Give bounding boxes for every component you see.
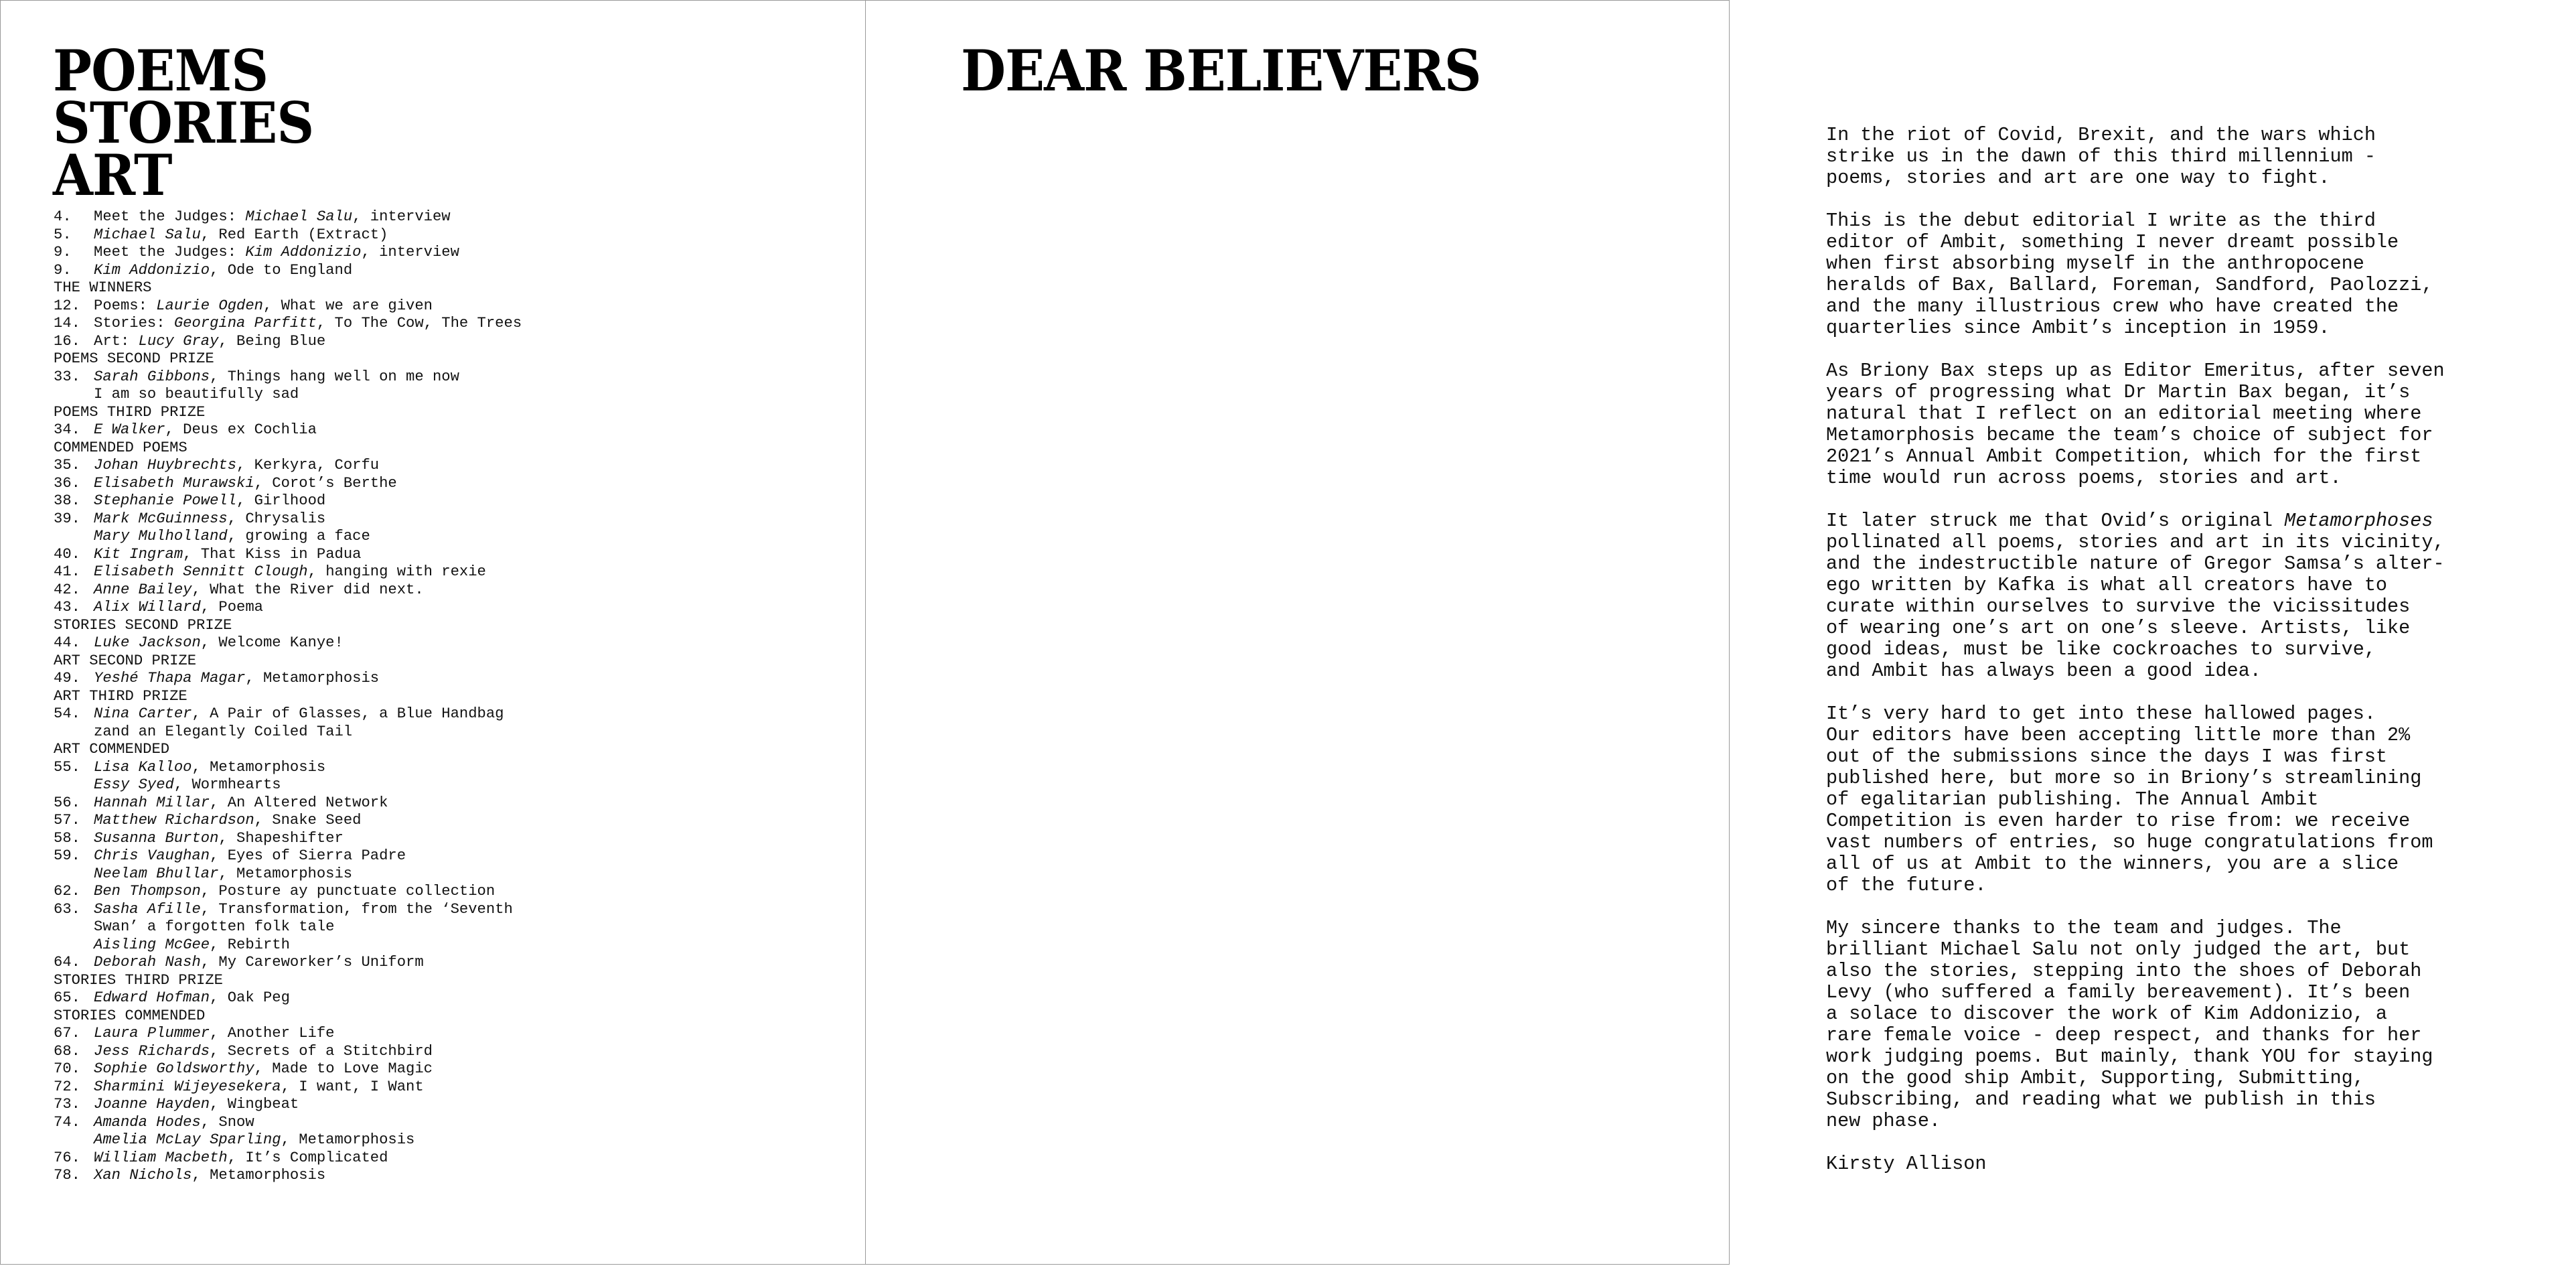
page-number: 56. xyxy=(54,794,80,811)
toc-entry xyxy=(54,989,844,1007)
page-number: 72. xyxy=(54,1078,80,1095)
toc-entry xyxy=(54,1149,844,1168)
toc-section-heading: STORIES COMMENDED xyxy=(54,1007,206,1024)
toc-section-heading: STORIES THIRD PRIZE xyxy=(54,971,223,989)
contents-page xyxy=(0,0,866,1265)
work-title: , Transformation, from the ‘Seventh xyxy=(200,900,513,918)
contributor-name: Xan Nichols xyxy=(94,1167,192,1184)
contributor-name: Johan Huybrechts xyxy=(94,457,237,474)
toc-section-heading: ART THIRD PRIZE xyxy=(54,687,187,705)
toc-entry xyxy=(54,759,844,777)
page-number: 49. xyxy=(54,670,80,687)
contributor-name: Sharmini Wijeyesekera xyxy=(94,1078,281,1095)
entry-prefix: Art: xyxy=(94,332,139,350)
contributor-name: Elisabeth Sennitt Clough xyxy=(94,563,308,580)
contributor-name: Alix Willard xyxy=(94,599,201,616)
contributor-name: Chris Vaughan xyxy=(94,847,210,864)
entry-prefix: I am so beautifully sad xyxy=(94,386,299,403)
toc-section-heading: THE WINNERS xyxy=(54,279,152,296)
toc-entry xyxy=(54,457,844,475)
work-title: , Snow xyxy=(200,1113,254,1131)
contributor-name: Hannah Millar xyxy=(94,794,210,811)
work-title: , Red Earth (Extract) xyxy=(200,226,388,243)
contributor-name: Susanna Burton xyxy=(94,829,219,847)
toc-section-heading: POEMS THIRD PRIZE xyxy=(54,403,206,421)
toc-entry xyxy=(54,1060,844,1078)
page-number: 5. xyxy=(54,226,72,243)
toc-entry xyxy=(54,901,844,919)
contributor-name: Mark McGuinness xyxy=(94,510,228,527)
page-number: 78. xyxy=(54,1167,80,1184)
page-number: 9. xyxy=(54,261,72,279)
work-title: , Things hang well on me now xyxy=(210,368,459,385)
page-number: 70. xyxy=(54,1060,80,1077)
contributor-name: Michael Salu xyxy=(94,226,201,243)
toc-entry xyxy=(54,599,844,617)
toc-entry xyxy=(54,1114,844,1132)
page-number: 41. xyxy=(54,563,80,580)
contributor-name: Laura Plummer xyxy=(94,1025,210,1042)
toc-entry-continuation xyxy=(54,918,844,936)
contributor-name: Sophie Goldsworthy xyxy=(94,1060,254,1077)
toc-section-heading: POEMS SECOND PRIZE xyxy=(54,350,214,367)
work-title: , Oak Peg xyxy=(210,989,290,1006)
toc-entry xyxy=(54,475,844,493)
toc-section-heading: COMMENDED POEMS xyxy=(54,439,187,456)
work-title: , Rebirth xyxy=(210,936,290,953)
toc-entry xyxy=(54,1167,844,1185)
work-title: , Being Blue xyxy=(218,332,326,350)
editorial-page xyxy=(865,0,2445,1265)
page-number: 62. xyxy=(54,883,80,900)
work-title: , What the River did next. xyxy=(192,581,424,598)
contributor-name: Amelia McLay Sparling xyxy=(94,1131,281,1148)
contributor-name: E Walker xyxy=(94,421,165,438)
contributor-name: Kit Ingram xyxy=(94,545,183,563)
contributor-name: Matthew Richardson xyxy=(94,812,254,829)
contributor-name: Joanne Hayden xyxy=(94,1096,210,1113)
toc-entry xyxy=(54,634,844,652)
page-number: 65. xyxy=(54,989,80,1006)
contributor-name: Ben Thompson xyxy=(94,883,201,900)
toc-entry xyxy=(54,333,844,351)
page-number: 76. xyxy=(54,1149,80,1166)
page-number: 9. xyxy=(54,244,72,261)
toc-section-heading: STORIES SECOND PRIZE xyxy=(54,616,232,634)
page-number: 39. xyxy=(54,510,80,527)
contributor-name: Luke Jackson xyxy=(94,634,201,651)
page-number: 36. xyxy=(54,474,80,492)
work-title: , Girlhood xyxy=(236,492,326,509)
toc-entry-continuation xyxy=(54,528,844,546)
page-number: 4. xyxy=(54,208,72,225)
title-line-art: ART xyxy=(53,142,172,208)
page-number: 73. xyxy=(54,1096,80,1113)
contributor-name: Amanda Hodes xyxy=(94,1113,201,1131)
editorial-paragraph: My sincere thanks to the team and judges. The brilliant Michael Salu not only judged the art, but also the stories, stepping into the shoes of Deborah Levy (who suffered a family bereavement). It’s been a solace to discover the work of Kim Addonizio, a rare female voice - deep respect, and thanks for her work judging poems. But mainly, thank YOU for staying on the good ship Ambit, Supporting, Submitting, Subscribing, and reading what we publish in this new phase. xyxy=(1826,917,2433,1132)
work-title: , Kerkyra, Corfu xyxy=(236,457,380,474)
toc-entry xyxy=(54,670,844,688)
table-of-contents xyxy=(54,208,844,1185)
contributor-name: Georgina Parfitt xyxy=(173,315,317,332)
work-title: , Metamorphosis xyxy=(281,1131,415,1148)
work-title: , To The Cow, The Trees xyxy=(316,315,522,332)
contributor-name: Kim Addonizio xyxy=(245,244,362,261)
entry-prefix: Meet the Judges: xyxy=(94,208,246,225)
work-title: , Made to Love Magic xyxy=(254,1060,433,1077)
editorial-paragraph: As Briony Bax steps up as Editor Emeritus, after seven years of progressing what Dr Martin Bax began, it’s natural that I reflect on an editorial meeting where Metamorphosis became the team’s choice of subject for 2021’s Annual Ambit Competition, which for the first time would run across poems, stories and art. xyxy=(1826,360,2445,489)
contents-title xyxy=(53,38,336,208)
page-number: 44. xyxy=(54,634,80,651)
editor-signature: Kirsty Allison xyxy=(1826,1153,1987,1175)
work-title: , Ode to England xyxy=(210,261,353,279)
toc-entry xyxy=(54,883,844,901)
work-title: , Metamorphosis xyxy=(245,670,380,687)
toc-entry xyxy=(54,510,844,529)
toc-entry xyxy=(54,812,844,830)
page-number: 58. xyxy=(54,829,80,847)
page-number: 74. xyxy=(54,1113,80,1131)
toc-entry xyxy=(54,297,844,315)
toc-entry xyxy=(54,421,844,439)
page-number: 63. xyxy=(54,900,80,918)
contributor-name: Neelam Bhullar xyxy=(94,865,219,882)
work-title: , Metamorphosis xyxy=(192,1167,326,1184)
toc-entry xyxy=(54,1096,844,1114)
toc-section-heading: ART SECOND PRIZE xyxy=(54,652,197,669)
contributor-name: Elisabeth Murawski xyxy=(94,474,254,492)
page-number: 40. xyxy=(54,545,80,563)
work-title: , Metamorphosis xyxy=(192,758,326,776)
page-number: 59. xyxy=(54,847,80,864)
work-title: , I want, I Want xyxy=(281,1078,424,1095)
work-title: , Deus ex Cochlia xyxy=(165,421,317,438)
work-title: , hanging with rexie xyxy=(307,563,486,580)
toc-entry xyxy=(54,954,844,972)
work-title: , Corot’s Berthe xyxy=(254,474,397,492)
page-number: 43. xyxy=(54,599,80,616)
work-title: , Secrets of a Stitchbird xyxy=(210,1042,433,1060)
toc-entry xyxy=(54,563,844,581)
entry-prefix: zand an Elegantly Coiled Tail xyxy=(94,723,353,740)
page-number: 38. xyxy=(54,492,80,509)
page-number: 55. xyxy=(54,758,80,776)
toc-entry xyxy=(54,368,844,386)
contributor-name: Lisa Kalloo xyxy=(94,758,192,776)
contributor-name: Stephanie Powell xyxy=(94,492,237,509)
contributor-name: Edward Hofman xyxy=(94,989,210,1006)
work-title: , Wormhearts xyxy=(173,776,281,793)
contributor-name: Jess Richards xyxy=(94,1042,210,1060)
toc-entry xyxy=(54,581,844,600)
book-title: Metamorphoses xyxy=(2284,510,2433,532)
page-number: 14. xyxy=(54,315,80,332)
page-number: 34. xyxy=(54,421,80,438)
page-number: 33. xyxy=(54,368,80,385)
contributor-name: Michael Salu xyxy=(245,208,353,225)
contributor-name: Mary Mulholland xyxy=(94,528,228,545)
toc-entry-continuation xyxy=(54,936,844,955)
toc-entry xyxy=(54,705,844,723)
work-title: , Chrysalis xyxy=(227,510,326,527)
page-number: 57. xyxy=(54,812,80,829)
contributor-name: Deborah Nash xyxy=(94,954,201,971)
toc-entry xyxy=(54,315,844,333)
work-title: , interview xyxy=(361,244,459,261)
page-number: 12. xyxy=(54,297,80,314)
toc-entry xyxy=(54,208,844,226)
work-title: , Posture ay punctuate collection xyxy=(200,883,496,900)
toc-entry-continuation xyxy=(54,723,844,742)
editorial-letter xyxy=(1826,125,2576,1196)
contributor-name: Yeshé Thapa Magar xyxy=(94,670,246,687)
editorial-paragraph: It’s very hard to get into these hallowed pages. Our editors have been accepting little more than 2% out of the submissions since the days I was first published here, but more so in Briony’s streamlining of egalitarian publishing. The Annual Ambit Competition is even harder to rise from: we receive vast numbers of entries, so huge congratulations from all of us at Ambit to the winners, you are a slice of the future. xyxy=(1826,703,2433,896)
work-title: , Another Life xyxy=(210,1025,335,1042)
toc-entry xyxy=(54,847,844,865)
toc-entry-continuation xyxy=(54,1131,844,1149)
contributor-name: Essy Syed xyxy=(94,776,174,793)
toc-entry xyxy=(54,226,844,244)
toc-entry-continuation xyxy=(54,776,844,794)
contributor-name: Sasha Afille xyxy=(94,900,201,918)
toc-entry-continuation xyxy=(54,865,844,884)
entry-prefix: Meet the Judges: xyxy=(94,244,246,261)
work-title: , What we are given xyxy=(262,297,433,314)
work-title: , interview xyxy=(352,208,451,225)
work-title: , My Careworker’s Uniform xyxy=(200,954,424,971)
toc-entry xyxy=(54,546,844,564)
contributor-name: Aisling McGee xyxy=(94,936,210,953)
contributor-name: Kim Addonizio xyxy=(94,261,210,279)
work-title: , Welcome Kanye! xyxy=(200,634,344,651)
page-number: 35. xyxy=(54,457,80,474)
page-number: 64. xyxy=(54,954,80,971)
work-title: , A Pair of Glasses, a Blue Handbag xyxy=(192,705,504,722)
page-number: 16. xyxy=(54,332,80,350)
page-number: 42. xyxy=(54,581,80,598)
toc-entry xyxy=(54,492,844,510)
contributor-name: Laurie Ogden xyxy=(156,297,263,314)
entry-prefix: Stories: xyxy=(94,315,174,332)
page-number: 67. xyxy=(54,1025,80,1042)
work-title: , growing a face xyxy=(227,528,370,545)
toc-entry xyxy=(54,1025,844,1043)
contributor-name: William Macbeth xyxy=(94,1149,228,1166)
paragraph-text: It later struck me that Ovid’s original xyxy=(1826,510,2285,532)
entry-prefix: Poems: xyxy=(94,297,157,314)
toc-entry xyxy=(54,1043,844,1061)
editorial-title: DEAR BELIEVERS xyxy=(961,38,1481,104)
editorial-title-block xyxy=(961,38,1526,104)
toc-entry xyxy=(54,830,844,848)
contributor-name: Sarah Gibbons xyxy=(94,368,210,385)
toc-section-heading: ART COMMENDED xyxy=(54,741,170,758)
work-title: , Poema xyxy=(200,599,263,616)
editorial-paragraph: In the riot of Covid, Brexit, and the wars which strike us in the dawn of this third millennium - poems, stories and art are one way to fight. xyxy=(1826,124,2376,189)
title-line-poems: POEMS xyxy=(53,38,269,104)
work-title: , An Altered Network xyxy=(210,794,388,811)
entry-prefix: Swan’ a forgotten folk tale xyxy=(94,918,335,935)
contributor-name: Anne Bailey xyxy=(94,581,192,598)
title-line-stories: STORIES xyxy=(53,90,314,156)
contributor-name: Nina Carter xyxy=(94,705,192,722)
work-title: , Snake Seed xyxy=(254,812,362,829)
toc-entry-continuation xyxy=(54,386,844,404)
editorial-paragraph xyxy=(1826,510,2576,682)
work-title: , Shapeshifter xyxy=(218,829,344,847)
toc-entry xyxy=(54,1078,844,1097)
work-title: , It’s Complicated xyxy=(227,1149,388,1166)
contributor-name: Lucy Gray xyxy=(138,332,219,350)
paragraph-text: pollinated all poems, stories and art in its vicinity, and the indestructible nature of Gregor Samsa’s alter- ego written by Kafka is what all creators have to curate within ourselves to survive the vicissitudes of wearing one’s art on one’s sleeve. Artists, like good ideas, must be like cockroaches to survive, and Ambit has always been a good idea. xyxy=(1826,531,2445,682)
page-number: 68. xyxy=(54,1042,80,1060)
toc-entry xyxy=(54,244,844,262)
page-number: 54. xyxy=(54,705,80,722)
work-title: , Metamorphosis xyxy=(218,865,353,882)
editorial-paragraph: This is the debut editorial I write as the third editor of Ambit, something I never dreamt possible when first absorbing myself in the anthropocene heralds of Bax, Ballard, Foreman, Sandford, Paolozzi, and the many illustrious crew who have created the quarterlies since Ambit’s inception in 1959. xyxy=(1826,210,2433,339)
toc-entry xyxy=(54,794,844,813)
work-title: , That Kiss in Padua xyxy=(183,545,362,563)
work-title: , Eyes of Sierra Padre xyxy=(210,847,406,864)
work-title: , Wingbeat xyxy=(210,1096,299,1113)
toc-entry xyxy=(54,262,844,280)
